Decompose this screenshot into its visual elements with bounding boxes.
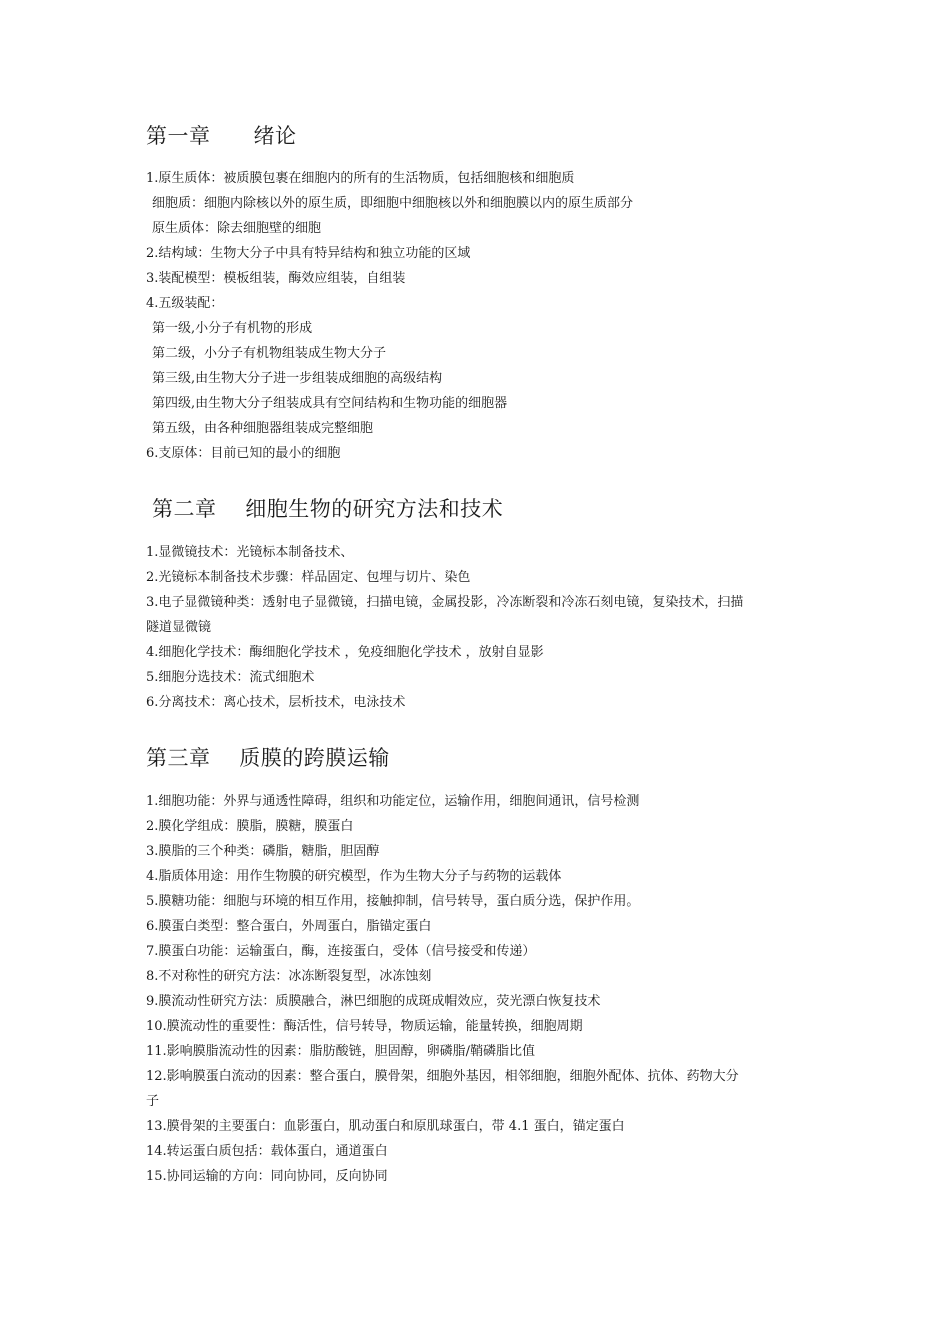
chapter-1-line: 第五级，由各种细胞器组装成完整细胞 — [152, 421, 374, 436]
chapter-1-line: 原生质体：除去细胞壁的细胞 — [152, 221, 322, 236]
chapter-2-line: 5.细胞分选技术：流式细胞术 — [146, 670, 315, 685]
chapter-3-line: 6.膜蛋白类型：整合蛋白，外周蛋白，脂锚定蛋白 — [146, 919, 432, 934]
chapter-3-line: 8.不对称性的研究方法：冰冻断裂复型，冰冻蚀刻 — [146, 969, 432, 984]
chapter-3-line: 2.膜化学组成：膜脂，膜糖，膜蛋白 — [146, 819, 354, 834]
chapter-1-line: 1.原生质体：被质膜包裹在细胞内的所有的生活物质，包括细胞核和细胞质 — [146, 171, 575, 186]
chapter-3-line: 3.膜脂的三个种类：磷脂，糖脂，胆固醇 — [146, 844, 380, 859]
chapter-3-line: 10.膜流动性的重要性：酶活性，信号转导，物质运输，能量转换，细胞周期 — [146, 1019, 583, 1034]
chapter-1-line: 第三级,由生物大分子进一步组装成细胞的高级结构 — [152, 371, 443, 386]
chapter-3-line: 13.膜骨架的主要蛋白：血影蛋白，肌动蛋白和原肌球蛋白，带 4.1 蛋白，锚定蛋白 — [146, 1119, 625, 1134]
chapter-2-line: 1.显微镜技术：光镜标本制备技术、 — [146, 545, 354, 560]
chapter-1-line: 2.结构域：生物大分子中具有特异结构和独立功能的区域 — [146, 246, 471, 261]
chapter-1-line: 4.五级装配： — [146, 296, 224, 311]
chapter-3-title: 第三章 质膜的跨膜运输 — [146, 746, 390, 770]
chapter-1-line: 3.装配模型：模板组装，酶效应组装，自组装 — [146, 271, 406, 286]
chapter-3-line: 5.膜糖功能：细胞与环境的相互作用，接触抑制，信号转导，蛋白质分选，保护作用。 — [146, 894, 640, 909]
chapter-2-line: 2.光镜标本制备技术步骤：样品固定、包埋与切片、染色 — [146, 570, 471, 585]
chapter-3-line: 15.协同运输的方向：同向协同，反向协同 — [146, 1169, 388, 1184]
chapter-1-line: 6.支原体：目前已知的最小的细胞 — [146, 446, 341, 461]
chapter-3-line: 1.细胞功能：外界与通透性障碍，组织和功能定位，运输作用，细胞间通讯，信号检测 — [146, 794, 640, 809]
chapter-3-line: 11.影响膜脂流动性的因素：脂肪酸链，胆固醇，卵磷脂/鞘磷脂比值 — [146, 1044, 536, 1059]
chapter-1-title: 第一章 绪论 — [146, 124, 297, 148]
chapter-2-line: 4.细胞化学技术：酶细胞化学技术 ，免疫细胞化学技术 ，放射自显影 — [146, 645, 544, 660]
chapter-3-line: 9.膜流动性研究方法：质膜融合，淋巴细胞的成斑成帽效应，荧光漂白恢复技术 — [146, 994, 601, 1009]
chapter-3-line: 12.影响膜蛋白流动的因素：整合蛋白，膜骨架，细胞外基因，相邻细胞，细胞外配体、抗体、药物大分 — [146, 1069, 739, 1084]
chapter-2-line: 6.分离技术：离心技术，层析技术，电泳技术 — [146, 695, 406, 710]
chapter-2-line: 隧道显微镜 — [146, 620, 212, 635]
chapter-2-line: 3.电子显微镜种类：透射电子显微镜，扫描电镜，金属投影，冷冻断裂和冷冻石刻电镜，复染技术，扫描 — [146, 595, 744, 610]
chapter-3-line: 4.脂质体用途：用作生物膜的研究模型，作为生物大分子与药物的运载体 — [146, 869, 562, 884]
chapter-2-title: 第二章 细胞生物的研究方法和技术 — [152, 497, 504, 521]
chapter-3-line: 子 — [146, 1094, 160, 1109]
chapter-1-line: 细胞质：细胞内除核以外的原生质，即细胞中细胞核以外和细胞膜以内的原生质部分 — [152, 196, 634, 211]
chapter-1-line: 第二级，小分子有机物组装成生物大分子 — [152, 346, 387, 361]
chapter-1-line: 第四级,由生物大分子组装成具有空间结构和生物功能的细胞器 — [152, 396, 508, 411]
chapter-3-line: 14.转运蛋白质包括：载体蛋白，通道蛋白 — [146, 1144, 388, 1159]
chapter-3-line: 7.膜蛋白功能：运输蛋白，酶，连接蛋白，受体（信号接受和传递） — [146, 944, 536, 959]
chapter-1-line: 第一级,小分子有机物的形成 — [152, 321, 313, 336]
